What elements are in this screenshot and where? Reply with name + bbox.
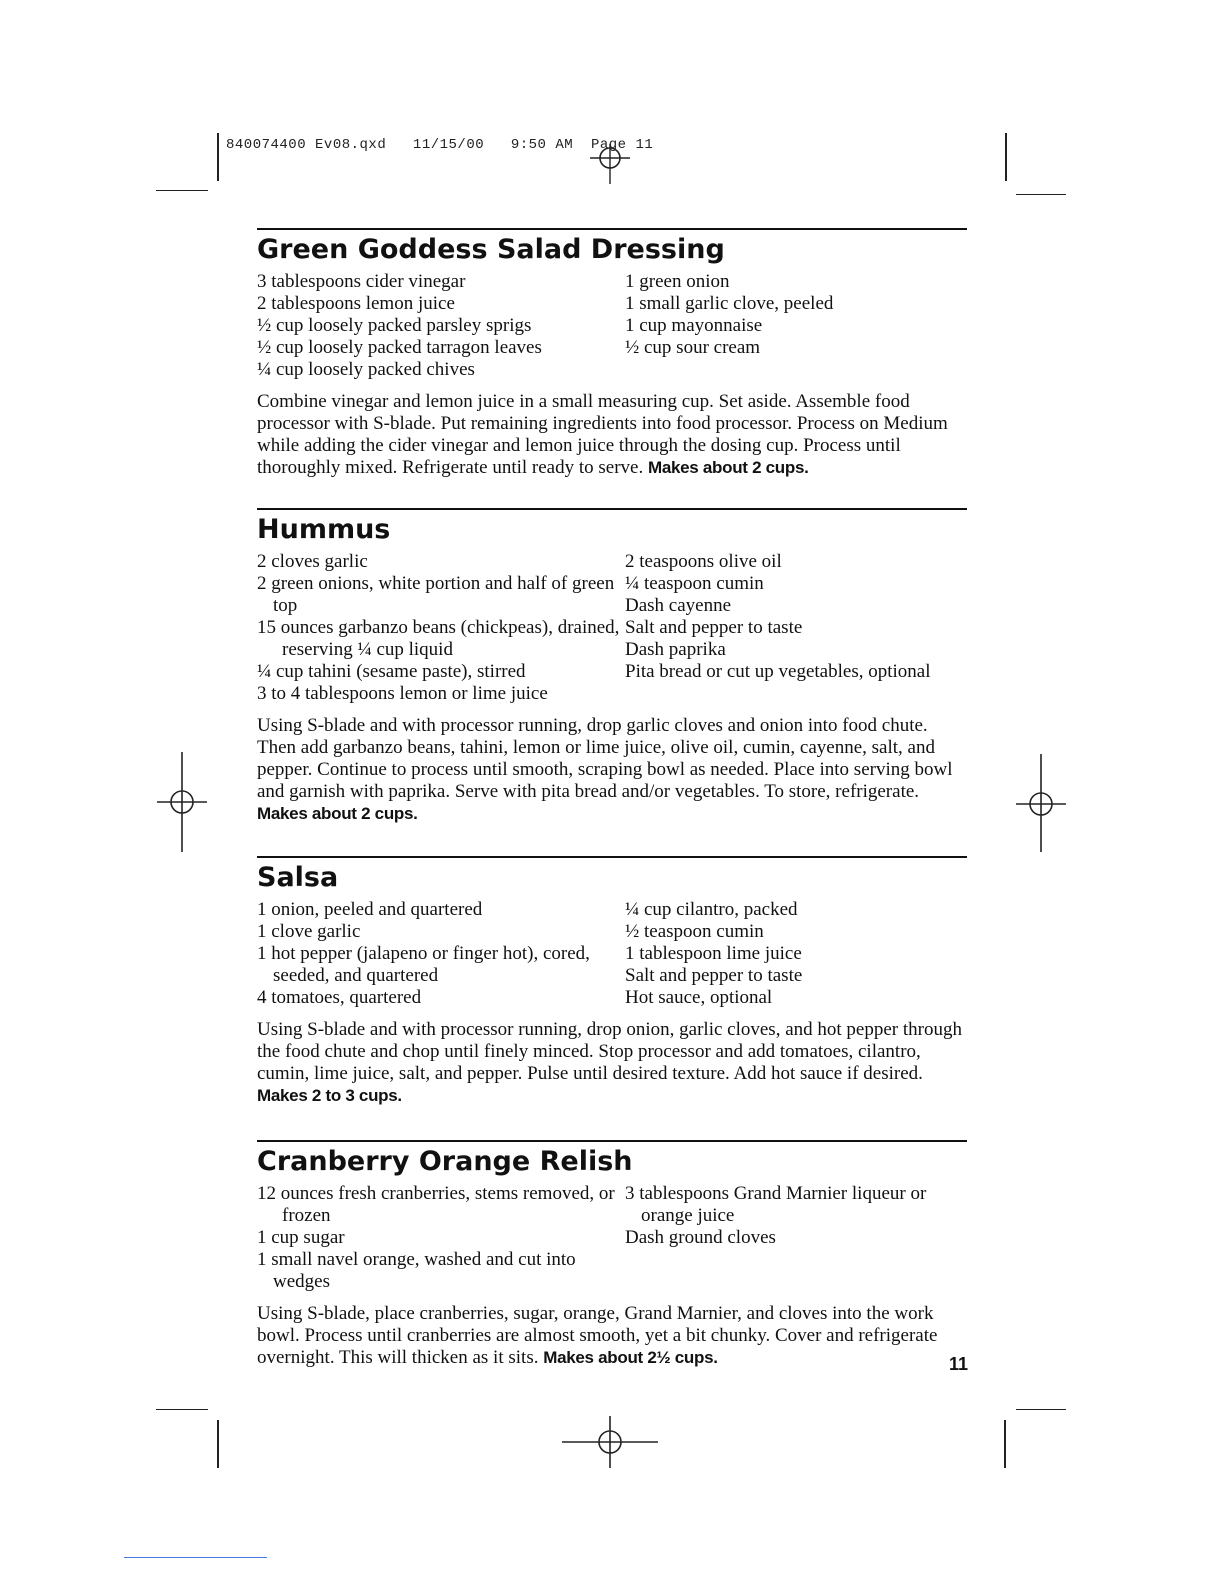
crop-mark-top-left-horizontal — [156, 190, 208, 191]
ingredient: ½ cup sour cream — [625, 337, 761, 358]
ingredient: 12 ounces fresh cranberries, stems removed, or frozen — [257, 1183, 615, 1226]
method-text: Using S-blade, place cranberries, sugar, orange, Grand Marnier, and cloves into the work bowl. Process until cranberries are almost smooth, yet a bit chunky. Cover and refrigerate overnight. This will thicken as it sits. — [257, 1303, 938, 1368]
crop-mark-top-right-horizontal — [1016, 194, 1066, 195]
crop-mark-top-left-vertical — [217, 133, 219, 181]
registration-mark-left — [157, 752, 207, 852]
ingredient: Dash ground cloves — [625, 1227, 776, 1248]
ingredient: 2 tablespoons lemon juice — [257, 293, 455, 314]
recipe-yield: Makes about 2 cups. — [647, 458, 809, 477]
recipe-title: Salsa — [257, 862, 339, 893]
ingredient: 1 clove garlic — [257, 921, 361, 942]
ingredient: Salt and pepper to taste — [625, 617, 803, 638]
ingredients-left — [257, 1183, 625, 1293]
ingredient-columns — [257, 271, 969, 381]
ingredients-right — [625, 551, 969, 705]
crop-mark-bottom-left-vertical — [217, 1420, 219, 1468]
ingredient: 1 cup sugar — [257, 1227, 345, 1248]
registration-mark-top — [590, 140, 630, 190]
ingredient: 1 onion, peeled and quartered — [257, 899, 483, 920]
ingredient: 1 tablespoon lime juice — [625, 943, 802, 964]
ingredient: ½ cup loosely packed parsley sprigs — [257, 315, 532, 336]
crop-mark-bottom-left-horizontal — [156, 1409, 208, 1410]
print-slug: 840074400 Ev08.qxd 11/15/00 9:50 AM Page 11 — [226, 137, 654, 153]
recipe-yield: Makes about 2 cups. — [257, 804, 418, 823]
ingredient: 3 to 4 tablespoons lemon or lime juice — [257, 683, 548, 704]
method-text: Combine vinegar and lemon juice in a small measuring cup. Set aside. Assemble food processor with S-blade. Put remaining ingredients into food processor. Process on Medium while adding the cider vinegar and lemon juice through the dosing cup. Process until thoroughly mixed. Refrigerate until ready to serve. — [257, 391, 948, 478]
recipe-method — [257, 715, 969, 825]
ingredients-right — [625, 1183, 969, 1293]
ingredients-left — [257, 271, 625, 381]
ingredient-columns — [257, 899, 969, 1009]
recipe-cranberry-orange-relish — [257, 1140, 969, 1369]
crop-mark-top-right-vertical — [1005, 133, 1007, 181]
ingredients-left — [257, 899, 625, 1009]
section-rule — [257, 856, 967, 858]
ingredient: Dash paprika — [625, 639, 726, 660]
registration-mark-bottom — [562, 1416, 658, 1470]
recipe-title: Green Goddess Salad Dressing — [257, 234, 725, 265]
ingredient: 1 small navel orange, washed and cut into wedges — [257, 1249, 576, 1292]
registration-mark-right — [1016, 754, 1066, 854]
ingredient: 1 green onion — [625, 271, 730, 292]
ingredient: ¼ cup loosely packed chives — [257, 359, 475, 380]
recipe-method — [257, 1019, 969, 1107]
section-rule — [257, 228, 967, 230]
ingredients-right — [625, 899, 969, 1009]
ingredient: Pita bread or cut up vegetables, optional — [625, 661, 931, 682]
recipe-salsa — [257, 856, 969, 1107]
ingredient: ¼ cup cilantro, packed — [625, 899, 798, 920]
ingredient: 3 tablespoons cider vinegar — [257, 271, 466, 292]
ingredient: ¼ cup tahini (sesame paste), stirred — [257, 661, 526, 682]
recipe-green-goddess — [257, 228, 969, 479]
recipe-hummus — [257, 508, 969, 825]
ingredient: Salt and pepper to taste — [625, 965, 803, 986]
section-rule — [257, 508, 967, 510]
recipe-yield: Makes 2 to 3 cups. — [257, 1086, 402, 1105]
recipe-title: Hummus — [257, 514, 391, 545]
method-text: Using S-blade and with processor running, drop onion, garlic cloves, and hot pepper through the food chute and chop until finely minced. Stop processor and add tomatoes, cilantro, cumin, lime juice, salt, and pepper. Pulse until desired texture. Add hot sauce if desired. — [257, 1019, 962, 1084]
ingredients-right — [625, 271, 969, 381]
ingredient: 15 ounces garbanzo beans (chickpeas), drained, reserving ¼ cup liquid — [257, 617, 620, 660]
ingredient: 2 green onions, white portion and half of green top — [257, 573, 615, 616]
recipe-title: Cranberry Orange Relish — [257, 1146, 633, 1177]
ingredient: ½ cup loosely packed tarragon leaves — [257, 337, 542, 358]
ingredient: ½ teaspoon cumin — [625, 921, 764, 942]
ingredient: 1 small garlic clove, peeled — [625, 293, 834, 314]
ingredient: Dash cayenne — [625, 595, 732, 616]
ingredient: ¼ teaspoon cumin — [625, 573, 764, 594]
ingredient: 3 tablespoons Grand Marnier liqueur or orange juice — [625, 1183, 927, 1226]
recipe-method — [257, 391, 969, 479]
link-underline — [124, 1557, 267, 1558]
ingredient: Hot sauce, optional — [625, 987, 773, 1008]
ingredient-columns — [257, 1183, 969, 1293]
ingredient: 1 cup mayonnaise — [625, 315, 763, 336]
ingredient: 1 hot pepper (jalapeno or finger hot), cored, seeded, and quartered — [257, 943, 590, 986]
ingredient-columns — [257, 551, 969, 705]
method-text: Using S-blade and with processor running, drop garlic cloves and onion into food chute. Then add garbanzo beans, tahini, lemon or lime juice, olive oil, cumin, cayenne, salt, and pepper. Continue to process until smooth, scraping bowl as needed. Place into serving bowl and garnish with paprika. Serve with pita bread and/or vegetables. To store, refrigerate. — [257, 715, 953, 802]
section-rule — [257, 1140, 967, 1142]
recipe-yield: Makes about 2½ cups. — [543, 1348, 718, 1367]
ingredients-left — [257, 551, 625, 705]
ingredient: 2 cloves garlic — [257, 551, 368, 572]
crop-mark-bottom-right-vertical — [1004, 1420, 1006, 1468]
page-number: 11 — [949, 1354, 969, 1374]
ingredient: 4 tomatoes, quartered — [257, 987, 422, 1008]
crop-mark-bottom-right-horizontal — [1016, 1409, 1066, 1410]
ingredient: 2 teaspoons olive oil — [625, 551, 782, 572]
recipe-method — [257, 1303, 969, 1369]
